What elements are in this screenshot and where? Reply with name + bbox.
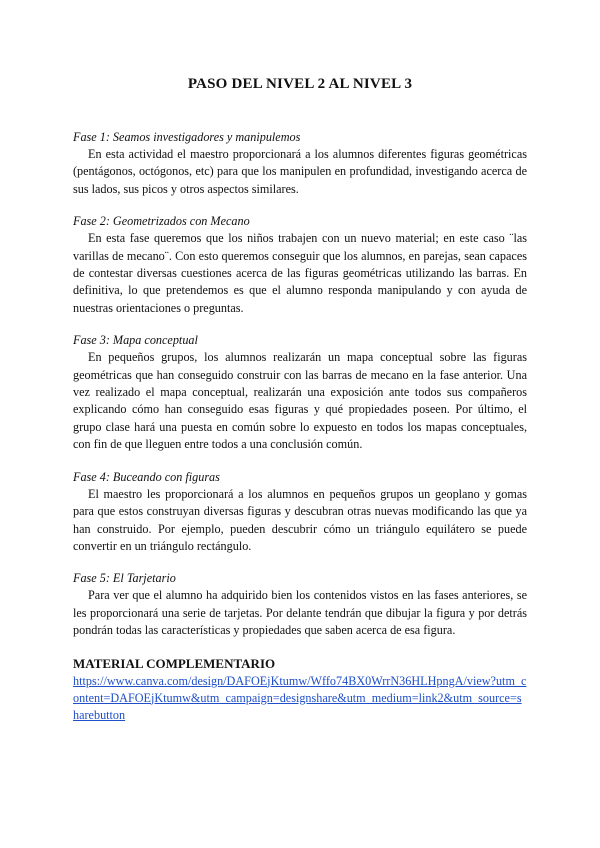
phase-4-section [73,469,527,556]
material-link[interactable]: https://www.canva.com/design/DAFOEjKtumw/Wffo74BX0WrrN36HLHpngA/view?utm_content=DAFOEjKtumw&utm_campaign=designshare&utm_medium=link2&utm_source=sharebutton [73,673,527,722]
phase-1-title: Fase 1: Seamos investigadores y manipulemos [73,130,301,144]
material-heading: MATERIAL COMPLEMENTARIO [73,655,276,671]
phase-1-text: En esta actividad el maestro proporcionará a los alumnos diferentes figuras geométricas (pentágonos, octógonos, etc) para que los manipulen en profundidad, investigando acerca de sus lados, sus picos y otros aspectos similares. [73,147,527,196]
phase-4-text: El maestro les proporcionará a los alumnos en pequeños grupos un geoplano y gomas para que estos construyan diversas figuras y descubran otras nuevas modificando las que ya han construido. Por ejemplo, pueden descubrir cómo un triángulo equilátero se puede convertir en un triángulo rectángulo. [73,486,527,553]
phase-2-text: En esta fase queremos que los niños trabajen con un nuevo material; en este caso ¨las varillas de mecano¨. Con esto queremos conseguir que los alumnos, en parejas, sean capaces de contestar diversas cuestiones acerca de las figuras geométricas utilizando las barras. En definitiva, lo que pretendemos es que el alumno responda manipulando y con ayuda de nuestras orientaciones o preguntas. [73,231,527,315]
phase-3-section [73,332,527,453]
phase-2-section [73,213,527,317]
phase-5-title: Fase 5: El Tarjetario [73,571,176,586]
phase-5-text: Para ver que el alumno ha adquirido bien los contenidos vistos en las fases anteriores, se les proporcionará una serie de tarjetas. Por delante tendrán que dibujar la figura y por detrás pondrán todas las características y propiedades que saben acerca de esa figura. [73,588,527,638]
material-section [73,655,527,724]
phase-3-title: Fase 3: Mapa conceptual [73,333,198,348]
phase-4-title: Fase 4: Buceando con figuras [73,469,220,484]
phase-5-section [73,570,527,639]
phase-2-title: Fase 2: Geometrizados con Mecano [73,214,250,229]
page-title: PASO DEL NIVEL 2 AL NIVEL 3 [187,76,413,92]
phase-1-section [73,129,527,198]
phase-3-text: En pequeños grupos, los alumnos realizarán un mapa conceptual sobre las figuras geométricas que han conseguido construir con las barras de mecano en la fase anterior. Una vez realizado el mapa conceptual, realizarán una exposición ante todos sus compañeros explicando cómo han conseguido esas figuras y qué propiedades poseen. Por último, el grupo clase hará una puesta en común sobre lo expuesto en todos los mapas conceptuales, con fin de que lleguen entre todos a una conclusión común. [73,350,527,452]
